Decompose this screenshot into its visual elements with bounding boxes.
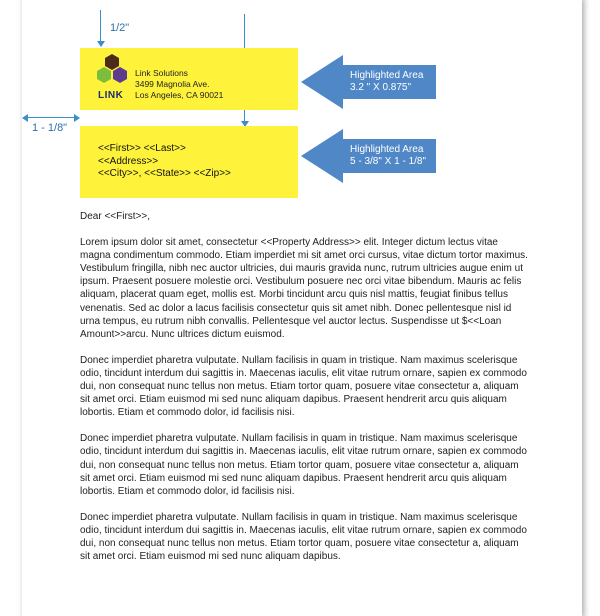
top-margin-arrowhead	[97, 41, 105, 47]
left-margin-label: 1 - 1/8"	[32, 122, 68, 134]
callout-recipient-area	[301, 129, 436, 183]
recipient-name-line: <<First>> <<Last>>	[98, 143, 186, 154]
letter-body	[80, 210, 530, 576]
top-margin-label: 1/2"	[110, 22, 130, 34]
logo-company-name: Link Solutions	[135, 68, 188, 78]
hexagon-logo-icon	[94, 53, 130, 87]
callout-recipient-size: 5 - 3/8" X 1 - 1/8"	[350, 156, 427, 167]
logo-brand-name: LINK	[98, 90, 124, 101]
paragraph: Lorem ipsum dolor sit amet, consectetur <<Property Address>> elit. Integer dictum lectus vitae magna condimentum commodo. Etiam imperdiet mi sit amet orci cursus, vitae dictum tortor maximus. Vestibulum fringilla, nibh nec auctor ultricies, dui mauris gravida nunc, rutrum ultricies augue enim ut ipsum. Praesent posuere molestie orci. Vestibulum posuere nec orci vitae bibendum. Mauris ac felis aliquam, placerat quam eget, mollis est. Morbi tincidunt arcu quis nisl mattis, feugiat finibus tellus venenatis. Sed ac dolor a lacus facilisis consectetur quis sit amet nibh. Donec pellentesque nisl id urna tempus, eu rutrum nibh convallis. Pellentesque vel auctor lectus. Suspendisse ut $<<Loan Amount>>arcu. Nunc ultrices dictum euismod.	[80, 237, 528, 340]
paragraph: Donec imperdiet pharetra vulputate. Nullam facilisis in quam in tristique. Nam maximus scelerisque odio, tincidunt interdum dui sagittis in. Maecenas iaculis, elit vitae rutrum ornare, sapien ex commodo dui, non consequat nunc tellus non metus. Etiam tortor quam, posuere vitae consectetur a, aliquam sit amet orci. Etiam euismod mi sed nunc aliquam dapibus.	[80, 511, 527, 563]
logo-city-line: Los Angeles, CA 90021	[135, 90, 224, 100]
callout-recipient-title: Highlighted Area	[350, 144, 424, 155]
left-margin-dimension-line	[26, 117, 76, 118]
recipient-highlight-area	[80, 126, 298, 198]
paragraph: Donec imperdiet pharetra vulputate. Nullam facilisis in quam in tristique. Nam maximus scelerisque odio, tincidunt interdum dui sagittis in. Maecenas iaculis, elit vitae rutrum ornare, sapien ex commodo dui, non consequat nunc tellus non metus. Etiam tortor quam, posuere vitae consectetur a, aliquam sit amet orci. Etiam euismod mi sed nunc aliquam dapibus. Praesent hendrerit arcu quis aliquam lobortis. Etiam et commodo dolor, id facilisis nisi.	[80, 433, 527, 497]
paragraph: Donec imperdiet pharetra vulputate. Nullam facilisis in quam in tristique. Nam maximus scelerisque odio, tincidunt interdum dui sagittis in. Maecenas iaculis, elit vitae rutrum ornare, sapien ex commodo dui, non consequat nunc tellus non metus. Etiam tortor quam, posuere vitae consectetur a, aliquam sit amet orci. Etiam euismod mi sed nunc aliquam dapibus. Praesent hendrerit arcu quis aliquam lobortis. Etiam et commodo dolor, id facilisis nisi.	[80, 354, 527, 419]
callout-logo-size: 3.2 " X 0.875"	[350, 82, 412, 93]
recipient-city-line: <<City>>, <<State>> <<Zip>>	[98, 168, 231, 179]
recipient-address-line: <<Address>>	[98, 155, 159, 167]
salutation: Dear <<First>>,	[80, 211, 151, 222]
logo-highlight-area	[80, 48, 298, 110]
logo-street: 3499 Magnolia Ave.	[135, 79, 210, 89]
callout-logo-area	[301, 55, 436, 109]
left-margin-arrowhead-left	[22, 114, 28, 122]
left-margin-arrowhead-right	[74, 114, 80, 122]
callout-logo-title: Highlighted Area	[350, 70, 424, 81]
